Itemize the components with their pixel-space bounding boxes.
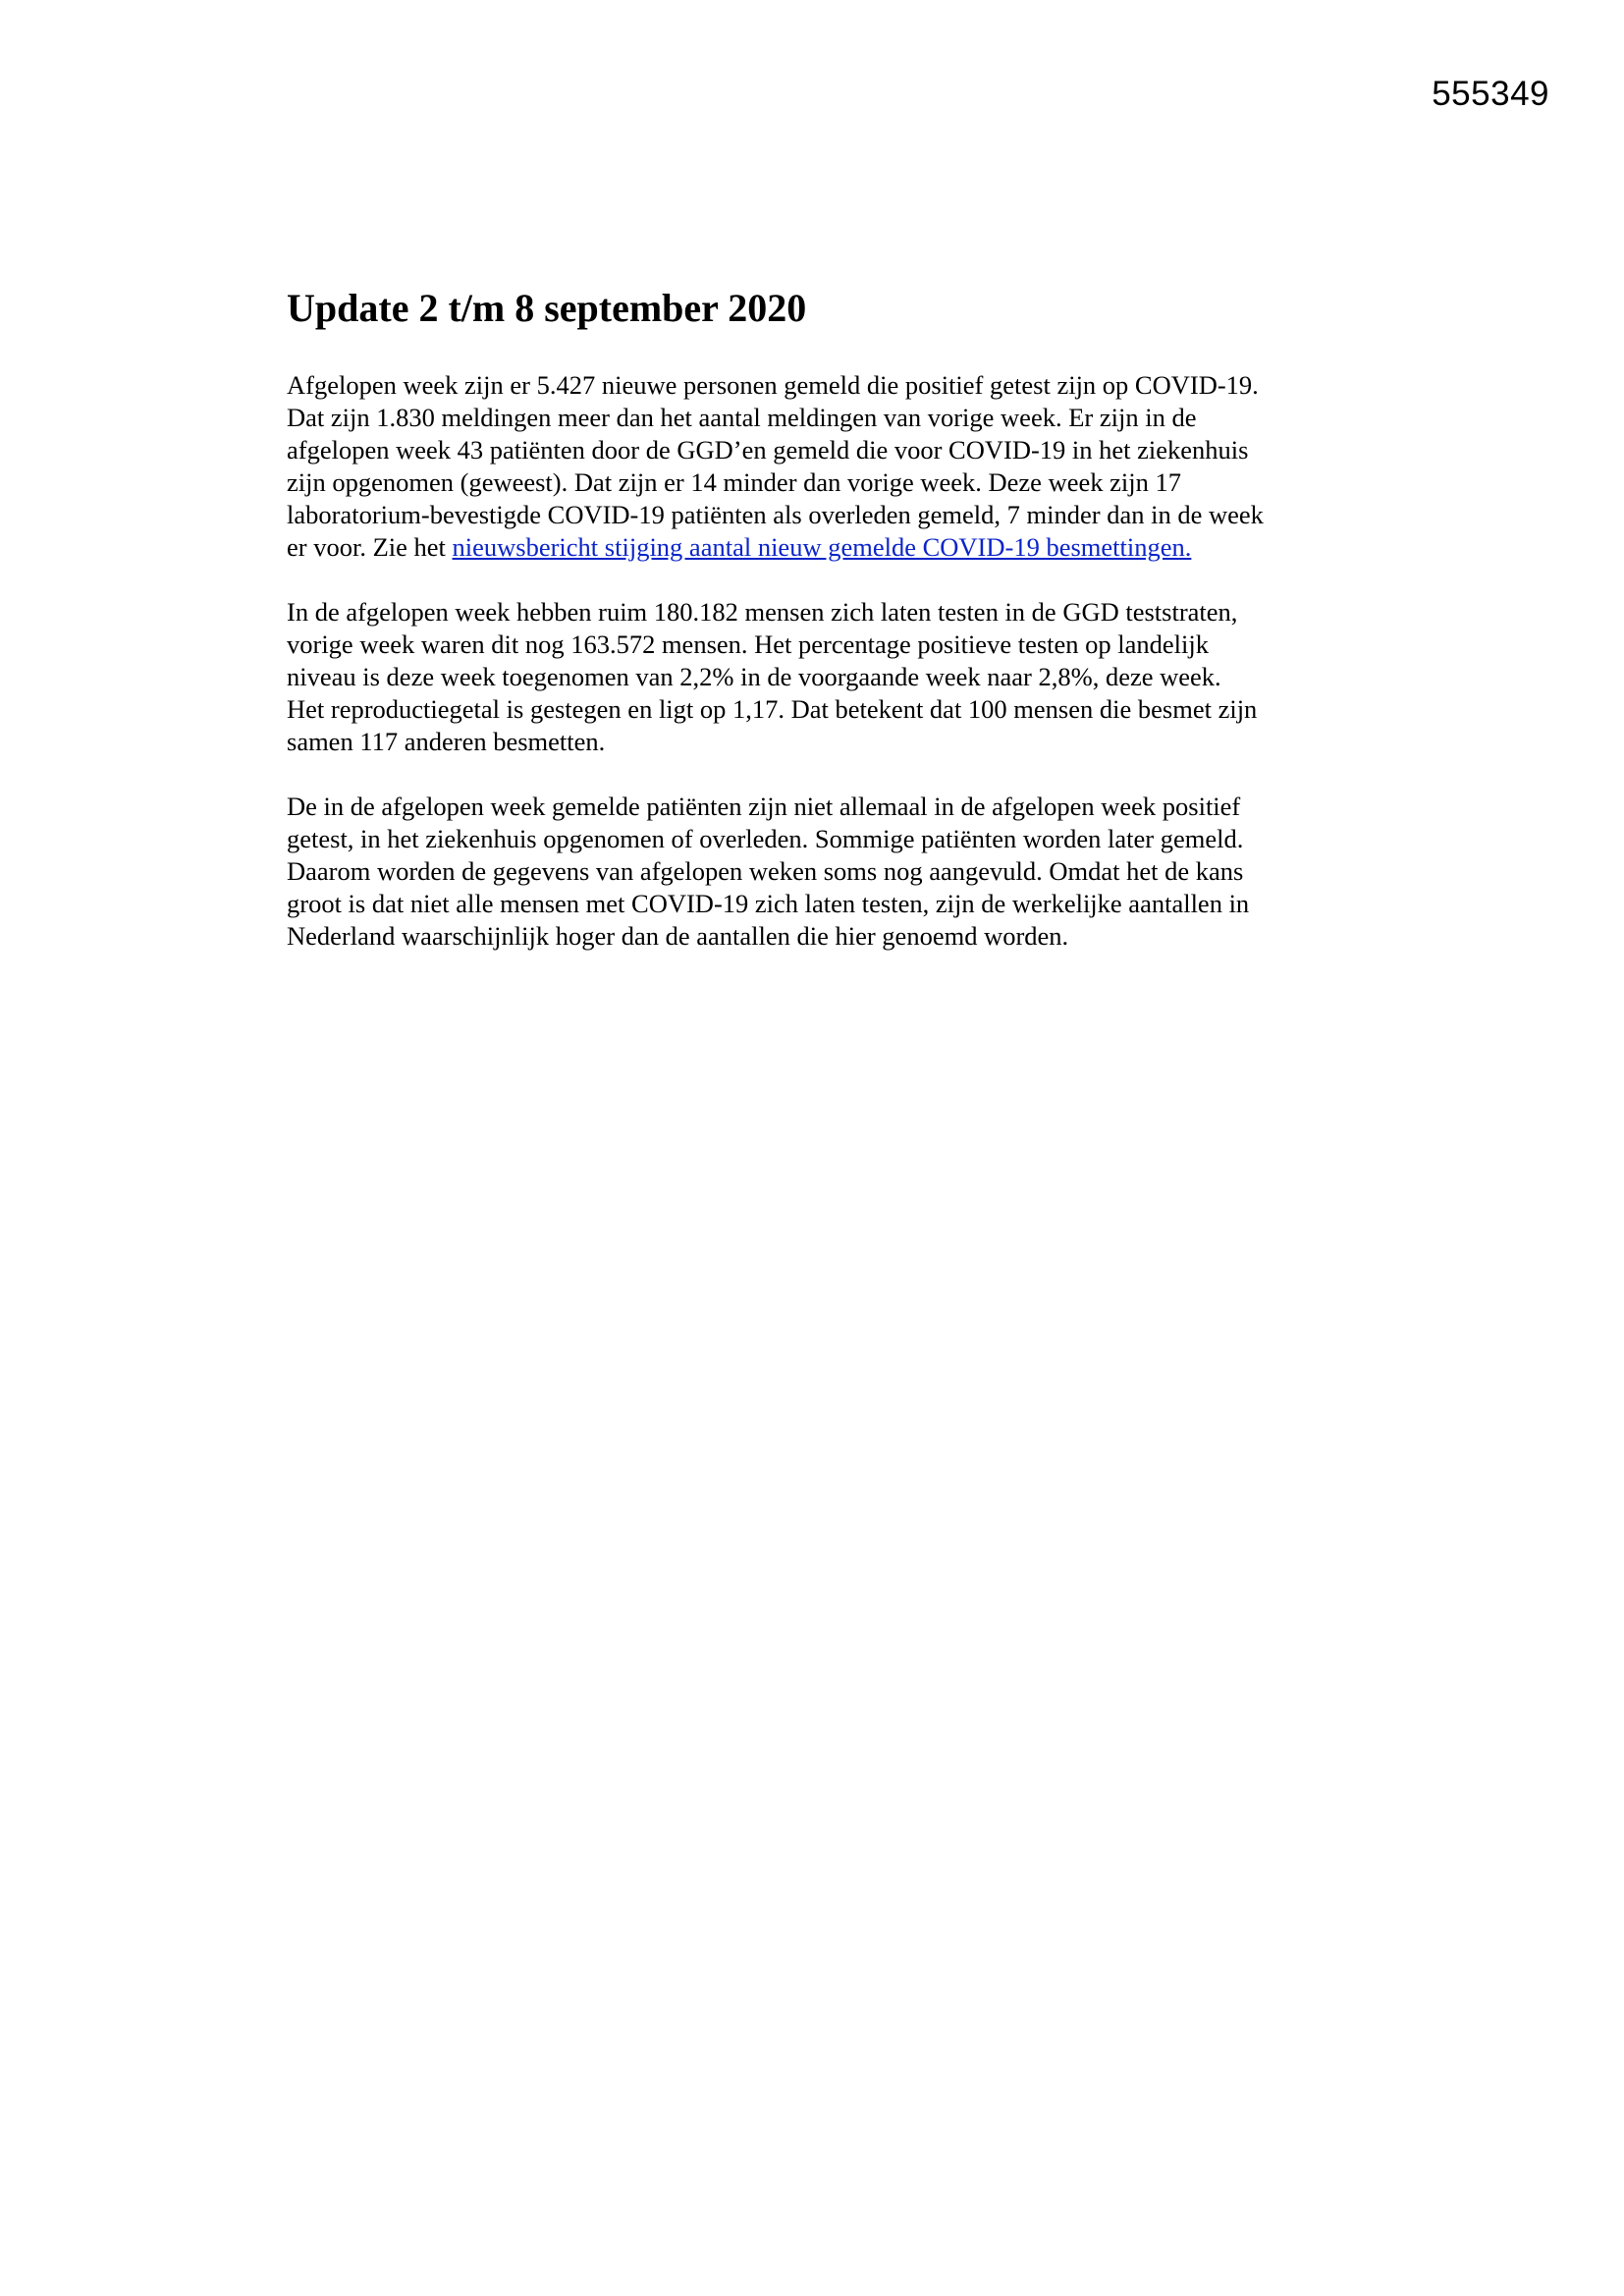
paragraph-line: Afgelopen week zijn er 5.427 nieuwe personen gemeld die positief getest zijn op COVID-19. <box>287 370 1259 400</box>
paragraph-line: Het reproductiegetal is gestegen en ligt op 1,17. Dat betekent dat 100 mensen die besmet zijn <box>287 694 1258 724</box>
paragraph-line <box>287 531 1377 564</box>
paragraph-line: laboratorium-bevestigde COVID-19 patiënten als overleden gemeld, 7 minder dan in de week <box>287 500 1264 529</box>
paragraph-line: niveau is deze week toegenomen van 2,2% in de voorgaande week naar 2,8%, deze week. <box>287 662 1221 691</box>
paragraph-line: getest, in het ziekenhuis opgenomen of overleden. Sommige patiënten worden later gemeld. <box>287 824 1244 853</box>
page-title: Update 2 t/m 8 september 2020 <box>287 286 807 330</box>
document-id: 555349 <box>1432 75 1549 113</box>
paragraph-line: samen 117 anderen besmetten. <box>287 727 606 756</box>
document-body <box>287 285 1377 985</box>
paragraph-line: Dat zijn 1.830 meldingen meer dan het aantal meldingen van vorige week. Er zijn in de <box>287 403 1197 432</box>
paragraph-line: In de afgelopen week hebben ruim 180.182 mensen zich laten testen in de GGD teststraten, <box>287 597 1238 627</box>
news-article-link[interactable]: nieuwsbericht stijging aantal nieuw gemelde COVID-19 besmettingen. <box>452 532 1192 562</box>
paragraph-line: vorige week waren dit nog 163.572 mensen. Het percentage positieve testen op landelijk <box>287 629 1209 659</box>
paragraph-3 <box>287 791 1377 953</box>
paragraph-line: zijn opgenomen (geweest). Dat zijn er 14 minder dan vorige week. Deze week zijn 17 <box>287 467 1181 497</box>
paragraph-line: Nederland waarschijnlijk hoger dan de aantallen die hier genoemd worden. <box>287 921 1069 951</box>
paragraph-line: afgelopen week 43 patiënten door de GGD’en gemeld die voor COVID-19 in het ziekenhuis <box>287 435 1249 465</box>
paragraph-line-prefix: er voor. Zie het <box>287 532 453 562</box>
paragraph-line: Daarom worden de gegevens van afgelopen weken soms nog aangevuld. Omdat het de kans <box>287 856 1244 886</box>
paragraph-2 <box>287 596 1377 758</box>
paragraph-line: De in de afgelopen week gemelde patiënten zijn niet allemaal in de afgelopen week positief <box>287 792 1241 821</box>
paragraph-1 <box>287 369 1377 564</box>
paragraph-line: groot is dat niet alle mensen met COVID-19 zich laten testen, zijn de werkelijke aantallen in <box>287 889 1250 918</box>
